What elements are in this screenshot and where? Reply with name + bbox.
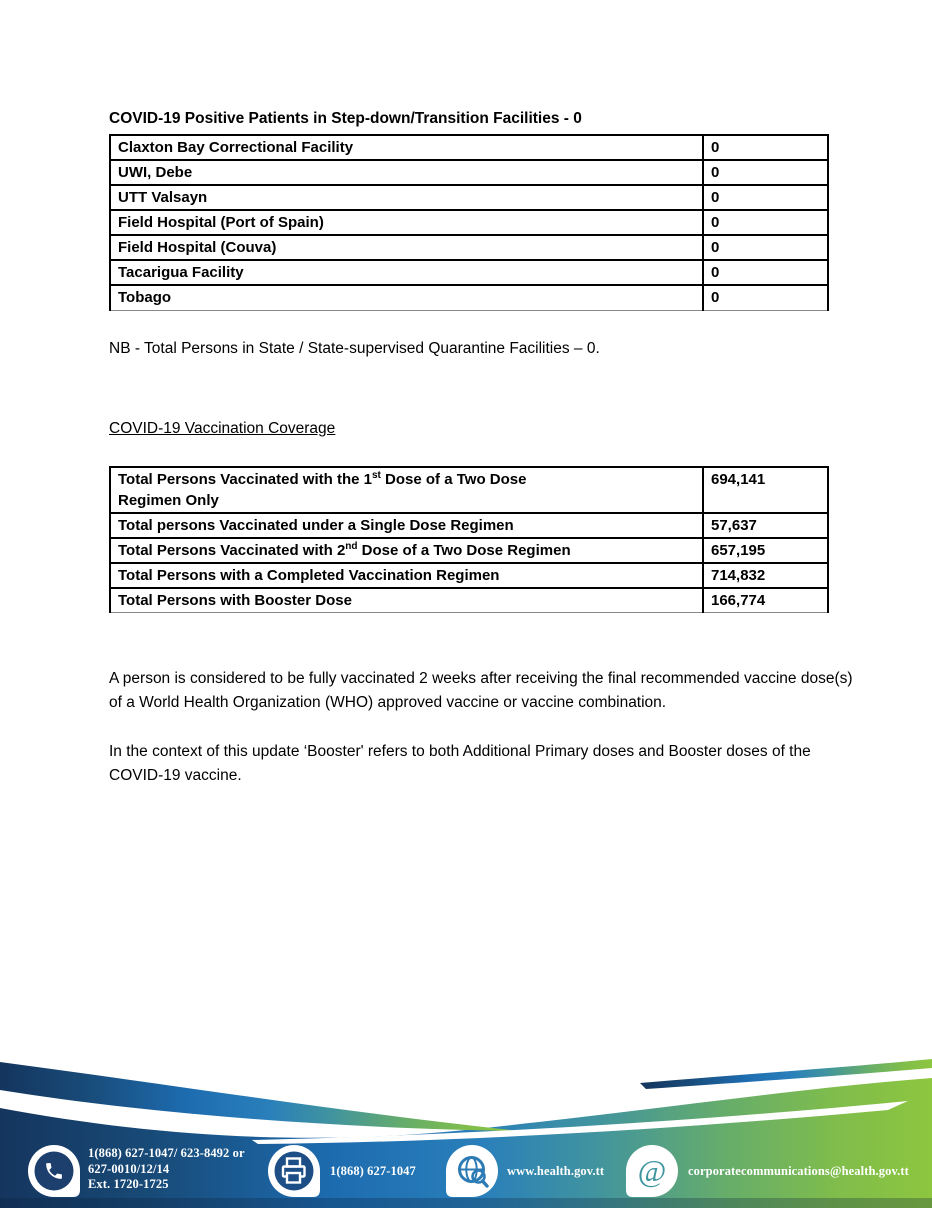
phone-contact-text [88, 1146, 245, 1193]
table-row [110, 160, 828, 185]
facility-count: 0 [703, 235, 828, 260]
vaccination-coverage-heading: COVID-19 Vaccination Coverage [109, 419, 336, 437]
fax-icon [268, 1145, 320, 1197]
facility-name: Field Hospital (Port of Spain) [110, 210, 703, 235]
facility-name: UTT Valsayn [110, 185, 703, 210]
email-icon [626, 1145, 678, 1197]
facility-name: UWI, Debe [110, 160, 703, 185]
phone-icon [28, 1145, 80, 1197]
table-row [110, 135, 828, 160]
vaccination-count: 657,195 [703, 538, 828, 563]
vaccination-count: 57,637 [703, 513, 828, 538]
stepdown-facilities-table [109, 134, 829, 311]
email-contact-text [688, 1164, 909, 1180]
stepdown-facilities-heading: COVID-19 Positive Patients in Step-down/Transition Facilities - 0 [109, 110, 582, 127]
vaccination-category: Total persons Vaccinated under a Single Dose Regimen [110, 513, 703, 538]
table-row [110, 513, 828, 538]
vaccination-category: Total Persons Vaccinated with the 1st Dose of a Two Dose Regimen Only [110, 467, 703, 513]
table-row [110, 467, 828, 513]
fax-number: 1(868) 627-1047 [330, 1164, 416, 1178]
table-row [110, 538, 828, 563]
globe-icon [446, 1145, 498, 1197]
table-row [110, 588, 828, 613]
table-row [110, 260, 828, 285]
facility-count: 0 [703, 260, 828, 285]
footer [0, 1030, 932, 1208]
table-row [110, 210, 828, 235]
website-url: www.health.gov.tt [507, 1164, 605, 1178]
website-contact-text [507, 1164, 604, 1180]
vaccination-category: Total Persons with a Completed Vaccination Regimen [110, 563, 703, 588]
vaccination-count: 166,774 [703, 588, 828, 613]
facility-name: Claxton Bay Correctional Facility [110, 135, 703, 160]
vaccination-category: Total Persons with Booster Dose [110, 588, 703, 613]
facility-name: Field Hospital (Couva) [110, 235, 703, 260]
facility-count: 0 [703, 135, 828, 160]
fully-vaccinated-definition-paragraph: A person is considered to be fully vaccinated 2 weeks after receiving the final recommended vaccine dose(s) of a World Health Organization (WHO) approved vaccine or vaccine combination. [109, 670, 853, 711]
nb-quarantine-note: NB - Total Persons in State / State-supervised Quarantine Facilities – 0. [109, 339, 600, 357]
svg-text:@: @ [637, 1153, 667, 1188]
facility-count: 0 [703, 210, 828, 235]
facility-count: 0 [703, 185, 828, 210]
phone-line-1: 1(868) 627-1047/ 623-8492 or [88, 1146, 245, 1160]
facility-name: Tobago [110, 285, 703, 310]
email-address: corporatecommunications@health.gov.tt [688, 1164, 909, 1178]
vaccination-count: 694,141 [703, 467, 828, 513]
fax-contact-text [330, 1164, 416, 1180]
table-row [110, 185, 828, 210]
document-content [109, 110, 860, 788]
table-row [110, 285, 828, 310]
facility-count: 0 [703, 160, 828, 185]
phone-line-3: Ext. 1720-1725 [88, 1177, 169, 1191]
table-row [110, 235, 828, 260]
facility-count: 0 [703, 285, 828, 310]
vaccination-count: 714,832 [703, 563, 828, 588]
table-row [110, 563, 828, 588]
facility-name: Tacarigua Facility [110, 260, 703, 285]
vaccination-coverage-table [109, 466, 829, 614]
vaccination-table-body [110, 467, 828, 613]
phone-line-2: 627-0010/12/14 [88, 1161, 170, 1176]
booster-definition-paragraph: In the context of this update ‘Booster' refers to both Additional Primary doses and Booster doses of the COVID-19 vaccine. [109, 743, 811, 784]
stepdown-table-body [110, 135, 828, 310]
vaccination-category: Total Persons Vaccinated with 2nd Dose of a Two Dose Regimen [110, 538, 703, 563]
